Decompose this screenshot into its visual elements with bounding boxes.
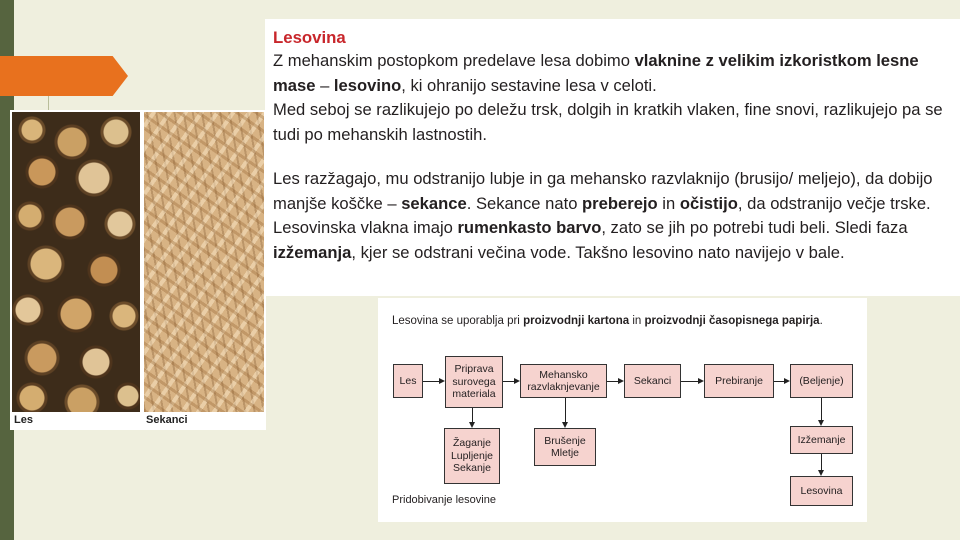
- photo-panel: [10, 110, 266, 430]
- process-diagram-panel: [378, 298, 867, 522]
- arrow-tab-decoration: [0, 56, 128, 96]
- bold-term: sekance: [401, 193, 467, 213]
- paragraph-3: Les razžagajo, mu odstranijo lubje in ga mehansko razvlaknijo (brusijo/ meljejo), da dobijo manjše koščke – sekance. Sekance nato preberejo in očistijo, da odstranijo večje trske. Lesovinska vlakna imajo rumenkasto barvo, zato se jih po potrebi tudi beli. Sledi faza izžemanja, kjer se odstrani večina vode. Takšno lesovino nato navijejo v bale.: [273, 169, 933, 262]
- connector-beljenje-izzemanje: [821, 398, 822, 420]
- wood-chips-photo: [144, 112, 264, 412]
- section-title: Lesovina: [273, 28, 346, 47]
- node-prebiranje: Prebiranje: [704, 364, 774, 398]
- bold-term: proizvodnji časopisnega papirja: [644, 315, 820, 327]
- paragraph-2: Med seboj se razlikujejo po deležu trsk, dolgih in kratkih vlaken, fine snovi, razlikujejo pa se tudi po mehanskih lastnostih.: [273, 100, 943, 144]
- node-les: Les: [393, 364, 423, 398]
- node-sekanci: Sekanci: [624, 364, 681, 398]
- connector-priprava-mehansko: [503, 381, 514, 382]
- logs-photo: [12, 112, 140, 412]
- node-mehansko: Mehansko razvlaknjevanje: [520, 364, 607, 398]
- bold-term: očistijo: [679, 193, 738, 213]
- node-priprava: Priprava surovega materiala: [445, 356, 503, 408]
- chips-caption: Sekanci: [146, 414, 188, 426]
- connector-priprava-zaganje: [472, 408, 473, 422]
- connector-izzemanje-lesovina: [821, 454, 822, 470]
- logs-caption: Les: [14, 414, 33, 426]
- node-lesovina: Lesovina: [790, 476, 853, 506]
- connector-les-priprava: [423, 381, 439, 382]
- bold-term: lesovino: [333, 75, 402, 95]
- diagram-caption: Pridobivanje lesovine: [392, 494, 496, 506]
- node-zaganje: Žaganje Lupljenje Sekanje: [444, 428, 500, 484]
- text-panel: [265, 19, 960, 296]
- bold-term: izžemanja: [273, 242, 352, 262]
- node-beljenje: (Beljenje): [790, 364, 853, 398]
- connector-mehansko-brusenje: [565, 398, 566, 422]
- node-izzemanje: Izžemanje: [790, 426, 853, 454]
- node-brusenje: Brušenje Mletje: [534, 428, 596, 466]
- bold-term: rumenkasto barvo: [457, 218, 602, 237]
- connector-mehansko-sekanci: [607, 381, 618, 382]
- paragraph-gap: [273, 147, 950, 167]
- bold-term: preberejo: [582, 193, 658, 213]
- bold-term: vlaknine z velikim izkoristkom lesne mase: [273, 51, 919, 95]
- paragraph-1: Z mehanskim postopkom predelave lesa dobimo vlaknine z velikim izkoristkom lesne mase – lesovino, ki ohranijo sestavine lesa v celoti.: [273, 51, 919, 95]
- connector-prebiranje-beljenje: [774, 381, 784, 382]
- bold-term: proizvodnji kartona: [523, 315, 630, 327]
- connector-sekanci-prebiranje: [681, 381, 698, 382]
- diagram-intro: Lesovina se uporablja pri proizvodnji kartona in proizvodnji časopisnega papirja.: [392, 315, 823, 327]
